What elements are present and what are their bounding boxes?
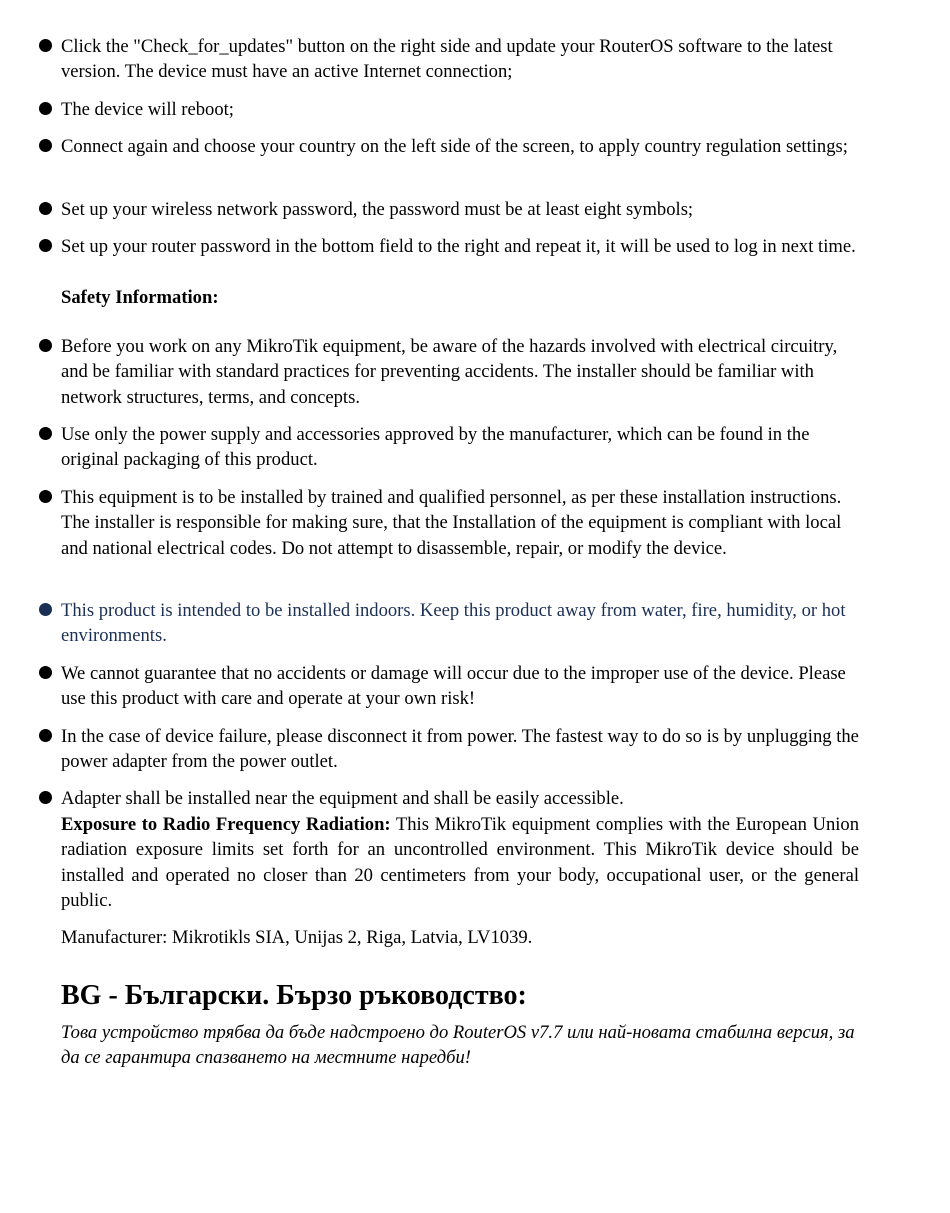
step-text: Set up your router password in the bottom field to the right and repeat it, it will be used to log in next time. [61,236,856,257]
list-item-safety-5 [61,661,859,712]
step-text: The device will reboot; [61,99,234,120]
list-item-safety-6 [61,724,859,775]
bullet-icon [39,39,52,52]
bullet-icon [39,202,52,215]
list-item-step-3 [61,134,859,159]
rf-exposure-label: Exposure to Radio Frequency Radiation: [61,814,391,835]
bullet-icon [39,427,52,440]
list-item-step-4 [61,197,859,222]
safety-text: Before you work on any MikroTik equipment, be aware of the hazards involved with electrical circuitry, and be familiar with standard practices for preventing accidents. The installer should be familiar with network structures, terms, and concepts. [61,336,838,408]
bullet-icon [39,603,52,616]
safety-text: Use only the power supply and accessories approved by the manufacturer, which can be found in the original packaging of this product. [61,424,810,471]
step-text: Click the "Check_for_updates" button on the right side and update your RouterOS software to the latest version. The device must have an active Internet connection; [61,36,833,83]
list-item-safety-1 [61,334,859,410]
list-item-safety-2 [61,422,859,473]
bullet-icon [39,791,52,804]
bullet-icon [39,666,52,679]
list-item-safety-7 [61,786,859,811]
bullet-icon [39,139,52,152]
safety-text: Adapter shall be installed near the equipment and shall be easily accessible. [61,788,624,809]
bullet-icon [39,490,52,503]
safety-heading: Safety Information: [61,287,219,308]
bullet-icon [39,339,52,352]
bg-section-note: Това устройство трябва да бъде надстроено до RouterOS v7.7 или най-новата стабилна версия, за да се гарантира спазването на местните наредби! [61,1022,855,1069]
safety-text: We cannot guarantee that no accidents or damage will occur due to the improper use of the device. Please use this product with care and operate at your own risk! [61,663,846,710]
rf-exposure-text: This MikroTik equipment complies with the European Union radiation exposure limits set forth for an uncontrolled environment. This MikroTik device should be installed and operated no closer than 20 centimeters from your body, occupational user, or the general public. [61,814,859,911]
list-item-safety-3 [61,485,859,561]
bullet-icon [39,239,52,252]
list-item-step-2 [61,97,859,122]
safety-text: In the case of device failure, please disconnect it from power. The fastest way to do so is by unplugging the power adapter from the power outlet. [61,726,859,773]
bullet-icon [39,729,52,742]
bg-section-title: BG - Български. Бързо ръководство: [61,980,527,1011]
safety-text: This product is intended to be installed indoors. Keep this product away from water, fire, humidity, or hot environments. [61,600,846,647]
rf-exposure-paragraph [61,812,859,913]
bullet-icon [39,102,52,115]
list-item-step-5 [61,234,859,259]
list-item-step-1 [61,34,859,85]
manufacturer-line: Manufacturer: Mikrotikls SIA, Unijas 2, Riga, Latvia, LV1039. [61,927,533,948]
list-item-safety-4 [61,598,859,649]
step-text: Connect again and choose your country on the left side of the screen, to apply country regulation settings; [61,136,848,157]
step-text: Set up your wireless network password, the password must be at least eight symbols; [61,199,694,220]
safety-text: This equipment is to be installed by trained and qualified personnel, as per these installation instructions. The installer is responsible for making sure, that the Installation of the equipment is compliant with local and national electrical codes. Do not attempt to disassemble, repair, or modify the device. [61,487,842,559]
